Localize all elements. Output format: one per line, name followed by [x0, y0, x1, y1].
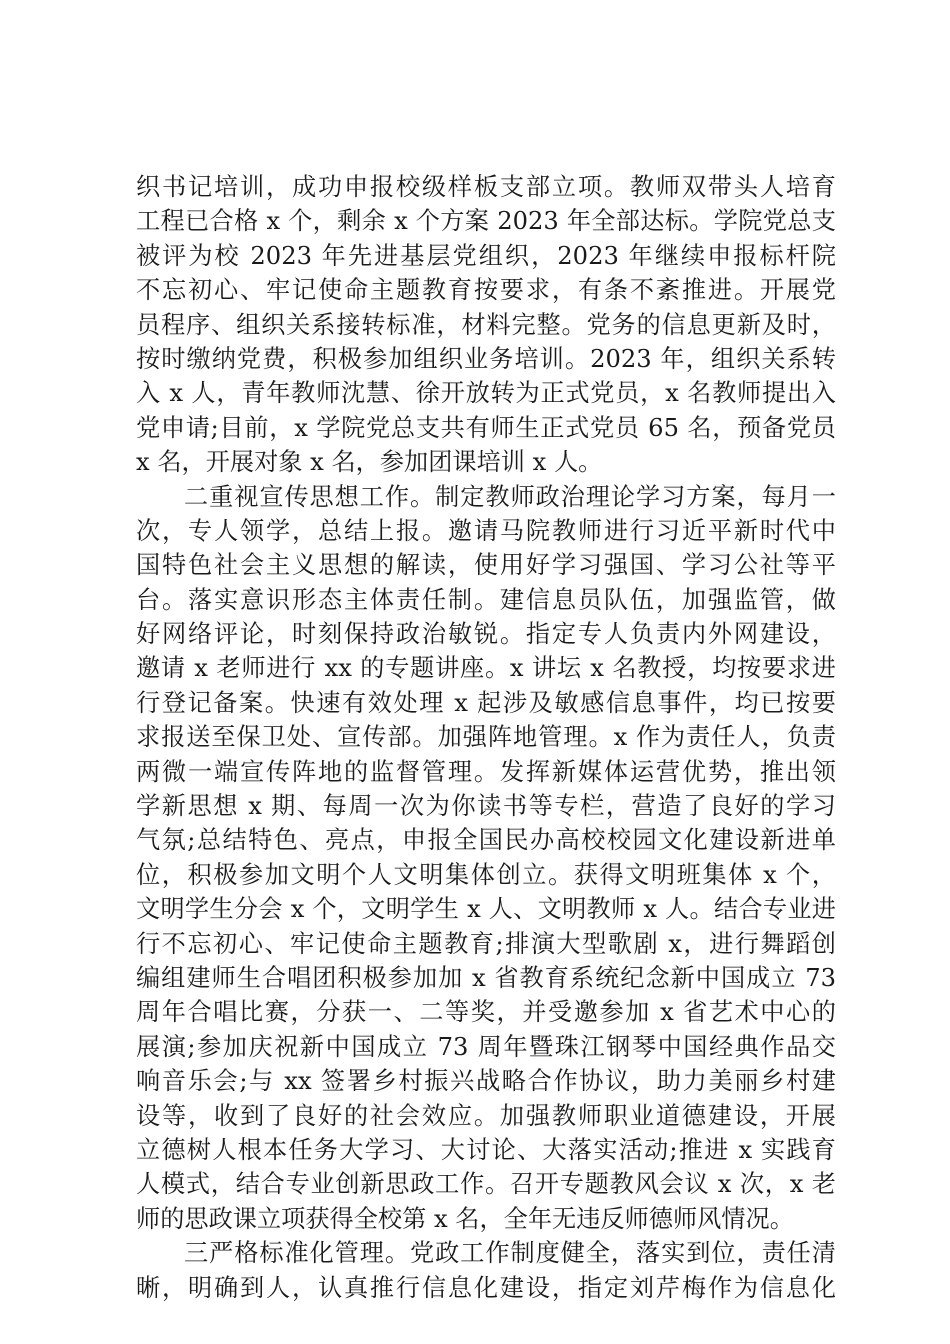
text-line: 员程序、组织关系接转标准，材料完整。党务的信息更新及时， — [136, 310, 836, 339]
paragraph-publicity-ideology — [136, 480, 836, 1237]
text-line: 行登记备案。快速有效处理 x 起涉及敏感信息事件，均已按要 — [136, 688, 836, 717]
text-line: 二重视宣传思想工作。制定教师政治理论学习方案，每月一 — [184, 482, 836, 511]
paragraph-standardized-management — [136, 1236, 836, 1305]
text-line: 三严格标准化管理。党政工作制度健全，落实到位，责任清 — [184, 1239, 836, 1268]
text-line: 人模式，结合专业创新思政工作。召开专题教风会议 x 次，x 老 — [136, 1170, 836, 1199]
text-line: 被评为校 2023 年先进基层党组织，2023 年继续申报标杆院 — [136, 241, 836, 270]
text-line: 编组建师生合唱团积极参加加 x 省教育系统纪念新中国成立 73 — [136, 963, 836, 992]
text-line: x 名，开展对象 x 名，参加团课培训 x 人。 — [136, 448, 603, 477]
text-line: 响音乐会;与 xx 签署乡村振兴战略合作协议，助力美丽乡村建 — [136, 1067, 836, 1096]
paragraph-party-building — [136, 170, 836, 480]
text-line: 次，专人领学，总结上报。邀请马院教师进行习近平新时代中 — [136, 516, 836, 545]
text-line: 工程已合格 x 个，剩余 x 个方案 2023 年全部达标。学院党总支 — [136, 207, 836, 236]
text-line: 展演;参加庆祝新中国成立 73 周年暨珠江钢琴中国经典作品交 — [136, 1032, 836, 1061]
text-line: 国特色社会主义思想的解读，使用好学习强国、学习公社等平 — [136, 551, 836, 580]
text-line: 学新思想 x 期、每周一次为你读书等专栏，营造了良好的学习 — [136, 792, 836, 821]
text-line: 党申请;目前，x 学院党总支共有师生正式党员 65 名，预备党员 — [136, 413, 836, 442]
text-line: 行不忘初心、牢记使命主题教育;排演大型歌剧 x，进行舞蹈创 — [136, 929, 836, 958]
text-line: 周年合唱比赛，分获一、二等奖，并受邀参加 x 省艺术中心的 — [136, 998, 836, 1027]
text-line: 位，积极参加文明个人文明集体创立。获得文明班集体 x 个， — [136, 860, 836, 889]
text-line: 好网络评论，时刻保持政治敏锐。指定专人负责内外网建设， — [136, 620, 836, 649]
text-line: 立德树人根本任务大学习、大讨论、大落实活动;推进 x 实践育 — [136, 1135, 836, 1164]
text-line: 织书记培训，成功申报校级样板支部立项。教师双带头人培育 — [136, 173, 836, 201]
text-line: 按时缴纳党费，积极参加组织业务培训。2023 年，组织关系转 — [136, 344, 836, 373]
text-line: 邀请 x 老师进行 xx 的专题讲座。x 讲坛 x 名教授，均按要求进 — [136, 654, 836, 683]
text-line: 师的思政课立项获得全校第 x 名，全年无违反师德师风情况。 — [136, 1204, 794, 1233]
text-line: 晰，明确到人，认真推行信息化建设，指定刘芹梅作为信息化 — [136, 1273, 836, 1302]
text-line: 不忘初心、牢记使命主题教育按要求，有条不紊推进。开展党 — [136, 276, 836, 305]
text-line: 两微一端宣传阵地的监督管理。发挥新媒体运营优势，推出领 — [136, 757, 836, 786]
text-line: 入 x 人，青年教师沈慧、徐开放转为正式党员，x 名教师提出入 — [136, 379, 836, 408]
text-line: 气氛;总结特色、亮点，申报全国民办高校校园文化建设新进单 — [136, 826, 836, 855]
text-line: 文明学生分会 x 个，文明学生 x 人、文明教师 x 人。结合专业进 — [136, 895, 836, 924]
text-line: 求报送至保卫处、宣传部。加强阵地管理。x 作为责任人，负责 — [136, 723, 836, 752]
text-line: 台。落实意识形态主体责任制。建信息员队伍，加强监管，做 — [136, 585, 836, 614]
text-line: 设等，收到了良好的社会效应。加强教师职业道德建设，开展 — [136, 1101, 836, 1130]
body-text — [136, 170, 836, 1305]
